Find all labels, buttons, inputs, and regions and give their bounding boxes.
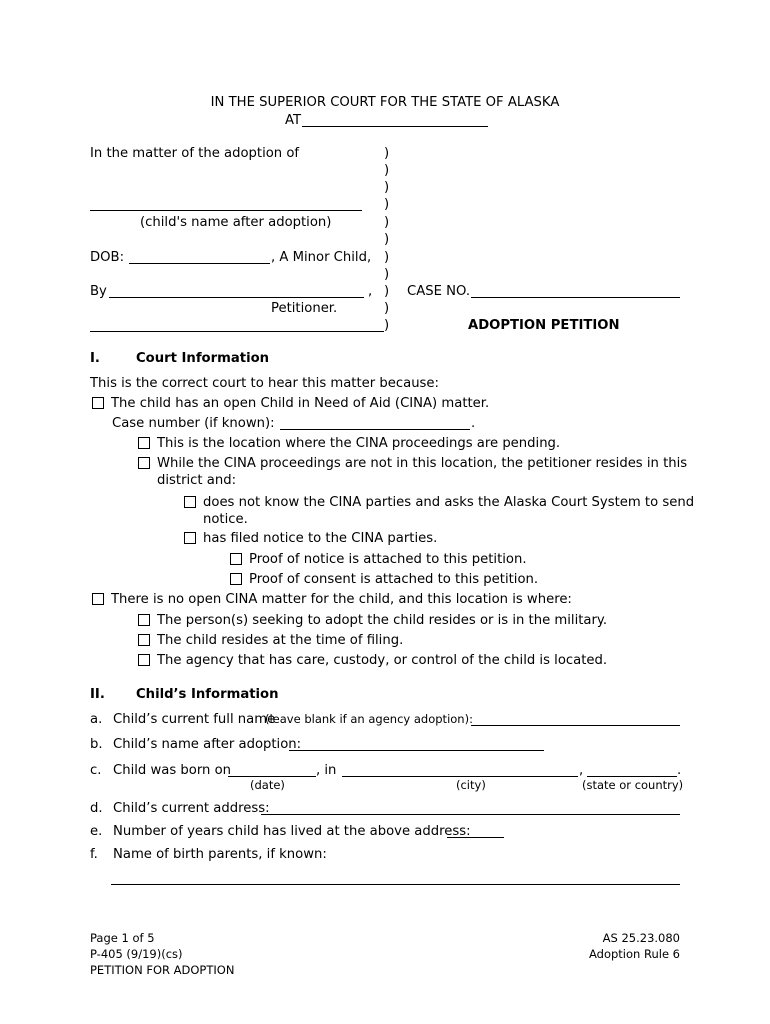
item-c-period: . bbox=[677, 763, 682, 778]
caption-paren: ) bbox=[384, 250, 390, 265]
item-a-note: (leave blank if an agency adoption): bbox=[265, 712, 473, 726]
location-pending-label: This is the location where the CINA proceedings are pending. bbox=[157, 436, 561, 451]
caption-paren: ) bbox=[384, 163, 390, 178]
item-d-label: Child’s current address: bbox=[113, 801, 270, 816]
caption-paren: ) bbox=[384, 301, 390, 316]
cina-case-number-field[interactable] bbox=[280, 429, 470, 430]
item-e-letter: e. bbox=[90, 824, 103, 839]
caption-paren: ) bbox=[384, 215, 390, 230]
caption-paren: ) bbox=[384, 318, 390, 333]
item-f-label: Name of birth parents, if known: bbox=[113, 847, 327, 862]
current-full-name-field[interactable] bbox=[471, 725, 680, 726]
caption-paren: ) bbox=[384, 284, 390, 299]
item-c-in: , in bbox=[316, 763, 337, 778]
open-cina-checkbox[interactable] bbox=[92, 397, 104, 409]
not-in-location-label: While the CINA proceedings are not in this location, the petitioner resides in this bbox=[157, 456, 688, 471]
proof-of-notice-label: Proof of notice is attached to this petition. bbox=[249, 552, 527, 567]
location-pending-checkbox[interactable] bbox=[138, 437, 150, 449]
matter-label: In the matter of the adoption of bbox=[90, 146, 300, 161]
person-military-checkbox[interactable] bbox=[138, 614, 150, 626]
does-not-know-label: does not know the CINA parties and asks the Alaska Court System to send bbox=[203, 495, 695, 510]
item-f-letter: f. bbox=[90, 847, 98, 862]
has-filed-notice-checkbox[interactable] bbox=[184, 532, 196, 544]
birth-date-field[interactable] bbox=[228, 776, 316, 777]
by-comma: , bbox=[368, 284, 373, 299]
proof-of-notice-checkbox[interactable] bbox=[230, 553, 242, 565]
minor-child-label: , A Minor Child, bbox=[271, 250, 372, 265]
child-resides-checkbox[interactable] bbox=[138, 634, 150, 646]
by-label: By bbox=[90, 284, 107, 299]
at-location-field[interactable] bbox=[302, 126, 488, 127]
does-not-know-label-cont: notice. bbox=[203, 512, 248, 527]
child-resides-label: The child resides at the time of filing. bbox=[157, 633, 404, 648]
footer-form-title: PETITION FOR ADOPTION bbox=[90, 963, 235, 977]
item-a-label: Child’s current full name bbox=[113, 712, 276, 727]
section1-title: Court Information bbox=[136, 351, 270, 366]
caption-paren: ) bbox=[384, 180, 390, 195]
not-in-location-label-cont: district and: bbox=[157, 473, 237, 488]
item-b-letter: b. bbox=[90, 737, 103, 752]
caption-paren: ) bbox=[384, 232, 390, 247]
state-caption: (state or country) bbox=[582, 778, 684, 792]
childs-name-caption: (child's name after adoption) bbox=[140, 215, 332, 230]
petitioner-field[interactable] bbox=[90, 331, 384, 332]
birth-parents-field[interactable] bbox=[111, 884, 680, 885]
proof-of-consent-checkbox[interactable] bbox=[230, 573, 242, 585]
caption-paren: ) bbox=[384, 267, 390, 282]
name-after-adoption-field[interactable] bbox=[289, 750, 544, 751]
section2-title: Child’s Information bbox=[136, 687, 279, 702]
case-no-field[interactable] bbox=[471, 297, 680, 298]
caption-paren: ) bbox=[384, 146, 390, 161]
childs-name-field[interactable] bbox=[90, 210, 362, 211]
person-military-label: The person(s) seeking to adopt the child resides or is in the military. bbox=[157, 613, 608, 628]
date-caption: (date) bbox=[250, 778, 285, 792]
no-open-cina-label: There is no open CINA matter for the child, and this location is where: bbox=[111, 592, 572, 607]
footer-statute: AS 25.23.080 bbox=[602, 931, 680, 945]
birth-state-field[interactable] bbox=[587, 776, 677, 777]
court-heading: IN THE SUPERIOR COURT FOR THE STATE OF ALASKA bbox=[210, 95, 560, 110]
has-filed-notice-label: has filed notice to the CINA parties. bbox=[203, 531, 438, 546]
dob-label: DOB: bbox=[90, 250, 125, 265]
section1-intro: This is the correct court to hear this matter because: bbox=[90, 376, 439, 391]
no-open-cina-checkbox[interactable] bbox=[92, 593, 104, 605]
case-number-period: . bbox=[471, 416, 476, 431]
by-field[interactable] bbox=[109, 297, 364, 298]
caption-paren: ) bbox=[384, 197, 390, 212]
footer-form-number: P-405 (9/19)(cs) bbox=[90, 947, 183, 961]
current-address-field[interactable] bbox=[261, 814, 680, 815]
section1-number: I. bbox=[90, 351, 100, 366]
item-c-letter: c. bbox=[90, 763, 102, 778]
case-no-label: CASE NO. bbox=[407, 284, 471, 299]
birth-city-field[interactable] bbox=[342, 776, 578, 777]
footer-rule: Adoption Rule 6 bbox=[589, 947, 680, 961]
does-not-know-checkbox[interactable] bbox=[184, 496, 196, 508]
proof-of-consent-label: Proof of consent is attached to this petition. bbox=[249, 572, 539, 587]
footer-page: Page 1 of 5 bbox=[90, 931, 155, 945]
item-d-letter: d. bbox=[90, 801, 103, 816]
document-title: ADOPTION PETITION bbox=[468, 318, 620, 333]
item-c-label: Child was born on bbox=[113, 763, 231, 778]
agency-located-label: The agency that has care, custody, or control of the child is located. bbox=[157, 653, 608, 668]
dob-field[interactable] bbox=[129, 263, 270, 264]
case-number-label: Case number (if known): bbox=[112, 416, 275, 431]
years-at-address-field[interactable] bbox=[447, 837, 504, 838]
at-label: AT bbox=[285, 113, 302, 128]
section2-number: II. bbox=[90, 687, 105, 702]
agency-located-checkbox[interactable] bbox=[138, 654, 150, 666]
item-e-label: Number of years child has lived at the above address: bbox=[113, 824, 471, 839]
petitioner-label: Petitioner. bbox=[271, 301, 338, 316]
item-b-label: Child’s name after adoption: bbox=[113, 737, 302, 752]
open-cina-label: The child has an open Child in Need of Aid (CINA) matter. bbox=[111, 396, 490, 411]
item-c-comma: , bbox=[579, 763, 584, 778]
city-caption: (city) bbox=[456, 778, 486, 792]
item-a-letter: a. bbox=[90, 712, 103, 727]
not-in-location-checkbox[interactable] bbox=[138, 457, 150, 469]
